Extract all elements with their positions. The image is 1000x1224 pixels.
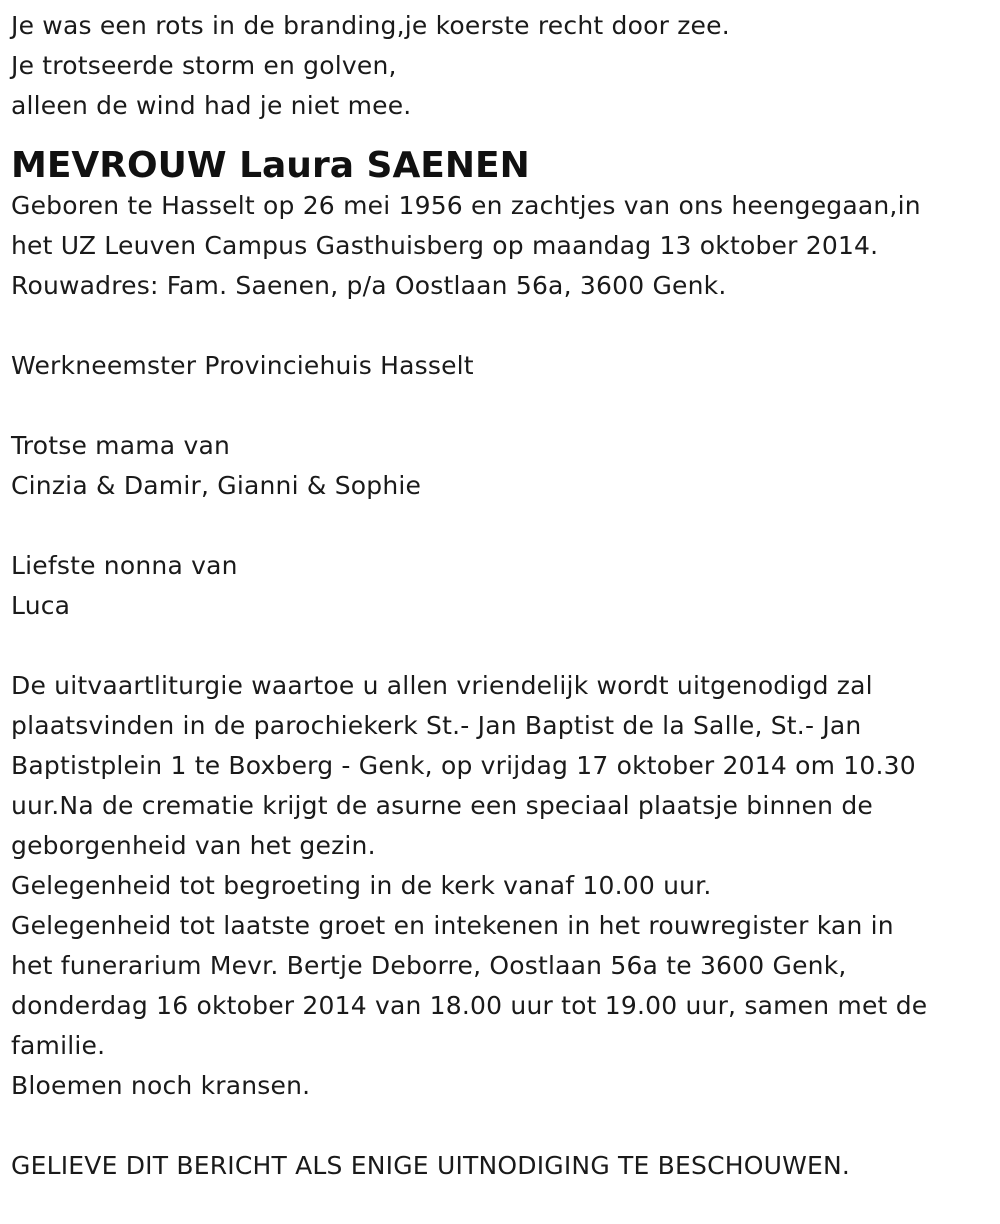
ceremony-line: Baptistplein 1 te Boxberg - Genk, op vrijdag 17 oktober 2014 om 10.30 bbox=[11, 751, 916, 780]
poem bbox=[11, 6, 991, 126]
closing-notice: GELIEVE DIT BERICHT ALS ENIGE UITNODIGING TE BESCHOUWEN. bbox=[11, 1151, 851, 1180]
poem-line: Je was een rots in de branding,je koerste recht door zee. bbox=[11, 11, 730, 40]
poem-line: alleen de wind had je niet mee. bbox=[11, 91, 412, 120]
ceremony-line: plaatsvinden in de parochiekerk St.- Jan Baptist de la Salle, St.- Jan bbox=[11, 711, 862, 740]
children-names: Cinzia & Damir, Gianni & Sophie bbox=[11, 471, 422, 500]
spacer bbox=[11, 506, 991, 546]
mother-of-section bbox=[11, 426, 991, 506]
grandmother-of-label: Liefste nonna van bbox=[11, 551, 238, 580]
spacer bbox=[11, 1106, 991, 1146]
mourning-address: Rouwadres: Fam. Saenen, p/a Oostlaan 56a, 3600 Genk. bbox=[11, 271, 727, 300]
spacer bbox=[11, 306, 991, 346]
birth-line: Geboren te Hasselt op 26 mei 1956 en zachtjes van ons heengegaan,in bbox=[11, 191, 921, 220]
farewell-line: het funerarium Mevr. Bertje Deborre, Oostlaan 56a te 3600 Genk, bbox=[11, 951, 847, 980]
farewell-line: donderdag 16 oktober 2014 van 18.00 uur tot 19.00 uur, samen met de bbox=[11, 991, 928, 1020]
obituary-notice bbox=[11, 6, 991, 1186]
poem-line: Je trotseerde storm en golven, bbox=[11, 51, 397, 80]
spacer bbox=[11, 626, 991, 666]
deceased-name-heading: MEVROUW Laura SAENEN bbox=[11, 145, 530, 186]
ceremony-line: uur.Na de crematie krijgt de asurne een speciaal plaatsje binnen de bbox=[11, 791, 873, 820]
occupation: Werkneemster Provinciehuis Hasselt bbox=[11, 351, 474, 380]
spacer bbox=[11, 386, 991, 426]
birth-death-details bbox=[11, 186, 991, 306]
grandmother-of-section bbox=[11, 546, 991, 626]
ceremony-line: geborgenheid van het gezin. bbox=[11, 831, 376, 860]
grandchildren-names: Luca bbox=[11, 591, 71, 620]
death-line: het UZ Leuven Campus Gasthuisberg op maandag 13 oktober 2014. bbox=[11, 231, 879, 260]
visitation-line: Gelegenheid tot begroeting in de kerk vanaf 10.00 uur. bbox=[11, 871, 712, 900]
flowers-note: Bloemen noch kransen. bbox=[11, 1071, 311, 1100]
ceremony-details bbox=[11, 666, 991, 1106]
ceremony-line: De uitvaartliturgie waartoe u allen vriendelijk wordt uitgenodigd zal bbox=[11, 671, 873, 700]
farewell-line: Gelegenheid tot laatste groet en intekenen in het rouwregister kan in bbox=[11, 911, 894, 940]
farewell-line: familie. bbox=[11, 1031, 106, 1060]
mother-of-label: Trotse mama van bbox=[11, 431, 231, 460]
